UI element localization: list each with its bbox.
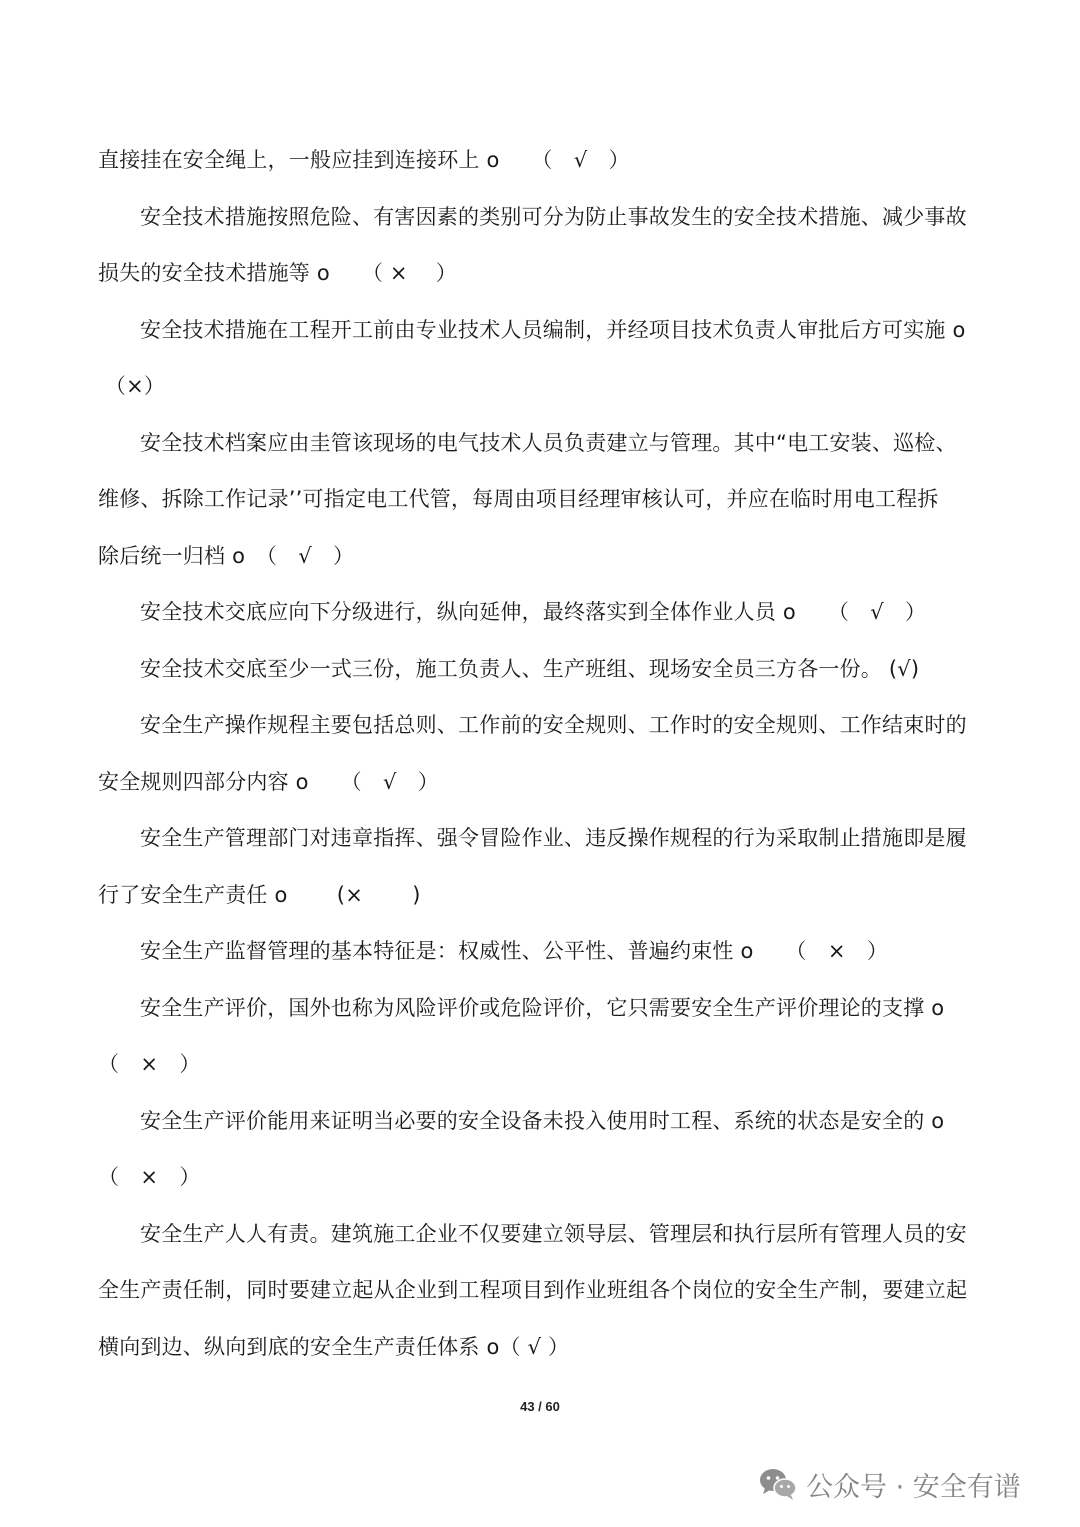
paragraph-line: 安全技术交底至少一式三份，施工负责人、生产班组、现场安全员三方各一份。 (√) bbox=[140, 657, 920, 681]
paragraph-line: 安全生产评价，国外也称为风险评价或危险评价，它只需要安全生产评价理论的支撑 o bbox=[140, 996, 945, 1020]
paragraph-line: 安全生产管理部门对违章指挥、强令冒险作业、违反操作规程的行为采取制止措施即是履 bbox=[140, 826, 967, 850]
paragraph-line: 直接挂在安全绳上，一般应挂到连接环上 o （ √ ） bbox=[98, 148, 630, 172]
paragraph-line: 安全生产监督管理的基本特征是：权威性、公平性、普遍约束性 o （ × ） bbox=[140, 939, 889, 963]
watermark-text: 公众号 · 安全有谱 bbox=[806, 1471, 1021, 1503]
paragraph-line: 行了安全生产责任 o (× ) bbox=[98, 883, 421, 907]
paragraph-line: （×） bbox=[98, 374, 166, 398]
paragraph-line: 安全规则四部分内容 o （ √ ） bbox=[98, 770, 440, 794]
paragraph-line: 损失的安全技术措施等 o （ × ） bbox=[98, 261, 457, 285]
paragraph-line: 安全技术档案应由圭管该现场的电气技术人员负责建立与管理。其中“电工安装、巡检、 bbox=[140, 431, 957, 455]
paragraph-line: 维修、拆除工作记录’’可指定电工代管，每周由项目经理审核认可，并应在临时用电工程拆 bbox=[98, 487, 939, 511]
paragraph-line: 安全生产操作规程主要包括总则、工作前的安全规则、工作时的安全规则、工作结束时的 bbox=[140, 713, 967, 737]
paragraph-line: 安全技术措施在工程开工前由专业技术人员编制，并经项目技术负责人审批后方可实施 o bbox=[140, 318, 966, 342]
paragraph-line: 全生产责任制，同时要建立起从企业到工程项目到作业班组各个岗位的安全生产制，要建立起 bbox=[98, 1278, 968, 1302]
paragraph-line: 安全技术交底应向下分级进行，纵向延伸，最终落实到全体作业人员 o （ √ ） bbox=[140, 600, 927, 624]
paragraph-line: （ × ） bbox=[98, 1052, 201, 1076]
paragraph-line: 横向到边、纵向到底的安全生产责任体系 o（ √ ） bbox=[98, 1335, 570, 1359]
paragraph-line: 安全技术措施按照危险、有害因素的类别可分为防止事故发生的安全技术措施、减少事故 bbox=[140, 205, 967, 229]
wechat-icon bbox=[758, 1467, 798, 1501]
paragraph-line: 除后统一归档 o （ √ ） bbox=[98, 544, 355, 568]
paragraph-line: （ × ） bbox=[98, 1165, 201, 1189]
watermark bbox=[758, 1462, 1021, 1506]
page-number: 43 / 60 bbox=[520, 1399, 560, 1414]
paragraph-line: 安全生产人人有责。建筑施工企业不仅要建立领导层、管理层和执行层所有管理人员的安 bbox=[140, 1222, 967, 1246]
paragraph-line: 安全生产评价能用来证明当必要的安全设备未投入使用时工程、系统的状态是安全的 o bbox=[140, 1109, 945, 1133]
